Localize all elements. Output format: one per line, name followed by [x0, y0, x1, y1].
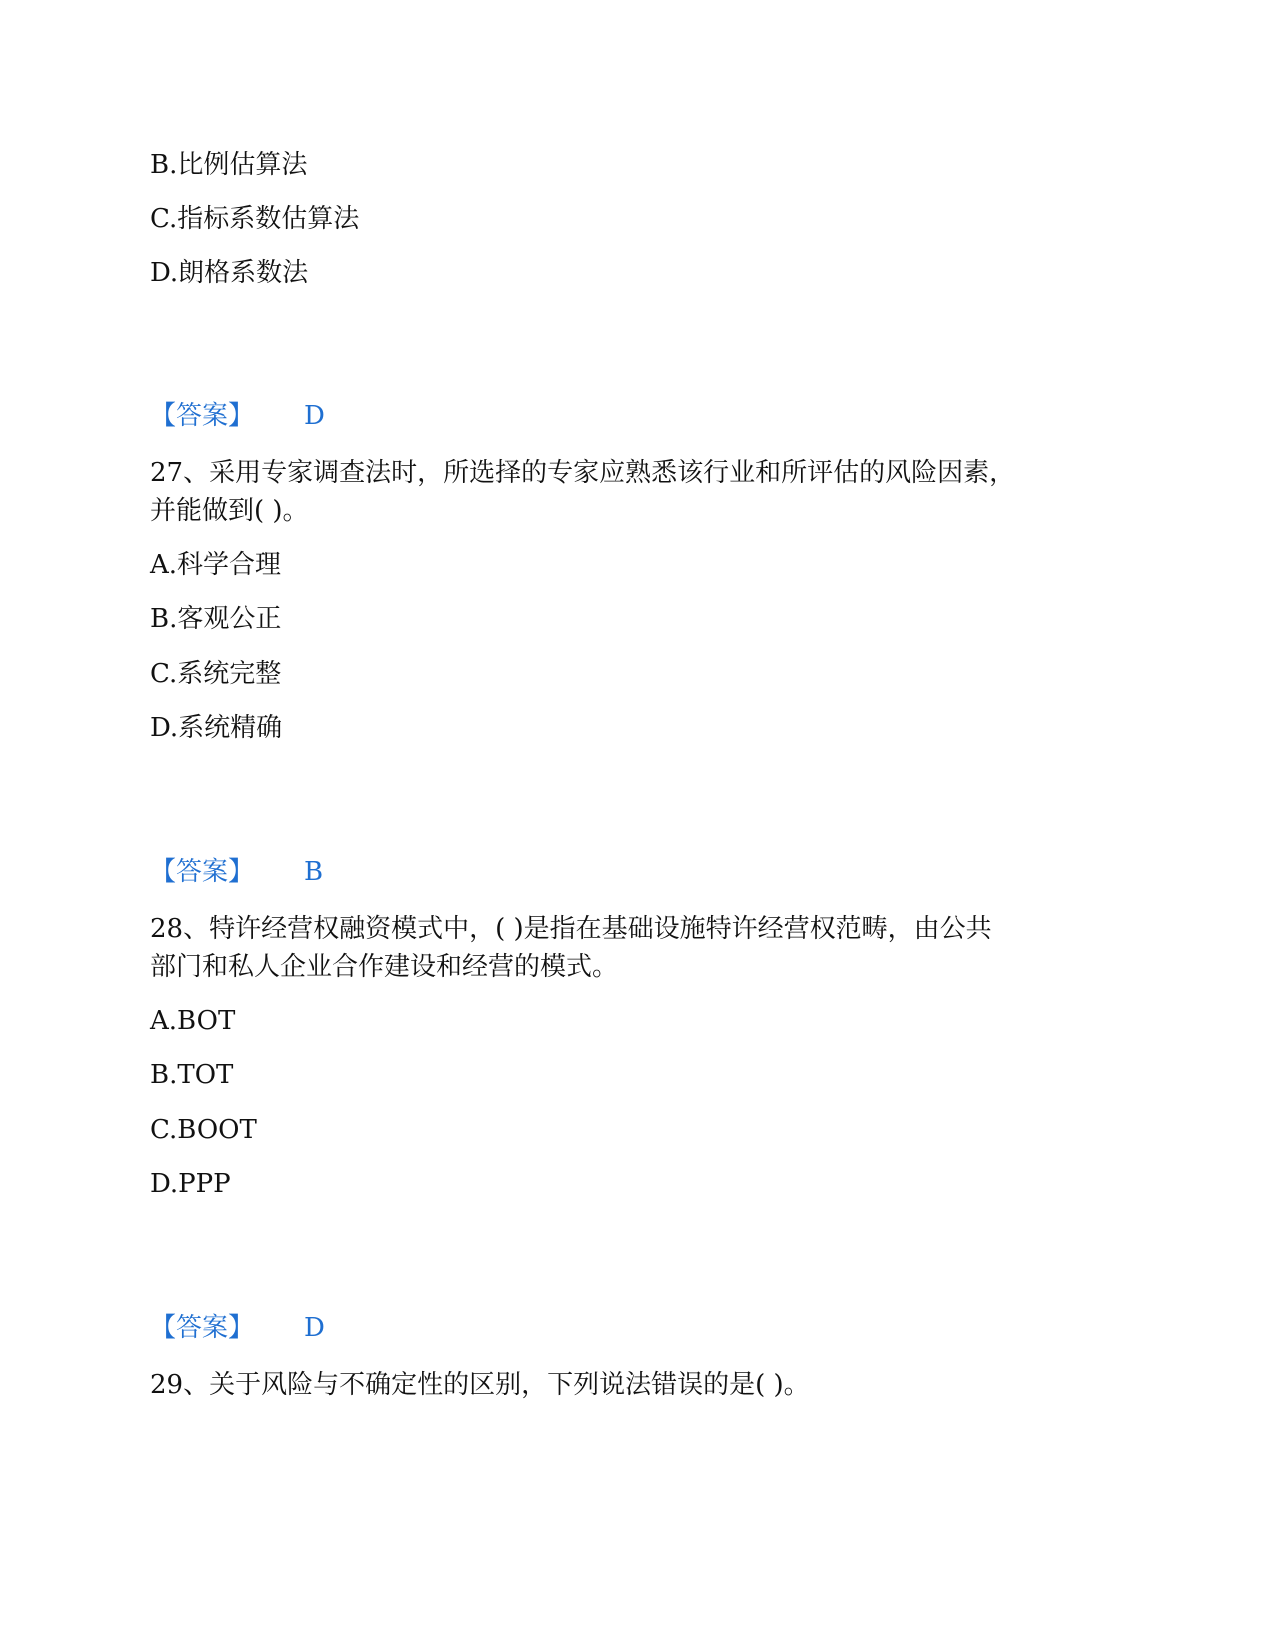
answer-label: 【答案】 — [150, 401, 255, 431]
option-c: C.系统完整 — [150, 659, 282, 689]
answer-row — [150, 399, 325, 433]
option-b: B.客观公正 — [150, 604, 282, 634]
question-27-line-1: 27、采用专家调查法时，所选择的专家应熟悉该行业和所评估的风险因素， — [150, 458, 1016, 488]
question-29-line-1: 29、关于风险与不确定性的区别，下列说法错误的是( )。 — [150, 1370, 810, 1400]
option-c: C.BOOT — [150, 1115, 257, 1145]
option-c: C.指标系数估算法 — [150, 204, 360, 234]
answer-label: 【答案】 — [150, 857, 255, 887]
option-a: A.科学合理 — [150, 550, 282, 580]
answer-value: D — [304, 1313, 325, 1343]
option-d: D.朗格系数法 — [150, 258, 309, 288]
question-27-line-2: 并能做到( )。 — [150, 496, 309, 526]
answer-row — [150, 855, 323, 889]
option-a: A.BOT — [150, 1006, 236, 1036]
question-28-line-2: 部门和私人企业合作建设和经营的模式。 — [150, 952, 619, 982]
question-28-line-1: 28、特许经营权融资模式中，( )是指在基础设施特许经营权范畴，由公共 — [150, 914, 992, 944]
option-b: B.TOT — [150, 1060, 234, 1090]
answer-label: 【答案】 — [150, 1313, 255, 1343]
option-d: D.PPP — [150, 1169, 231, 1199]
answer-value: B — [304, 857, 324, 887]
option-b: B.比例估算法 — [150, 150, 308, 180]
answer-value: D — [304, 401, 325, 431]
option-d: D.系统精确 — [150, 713, 283, 743]
answer-row — [150, 1311, 325, 1345]
